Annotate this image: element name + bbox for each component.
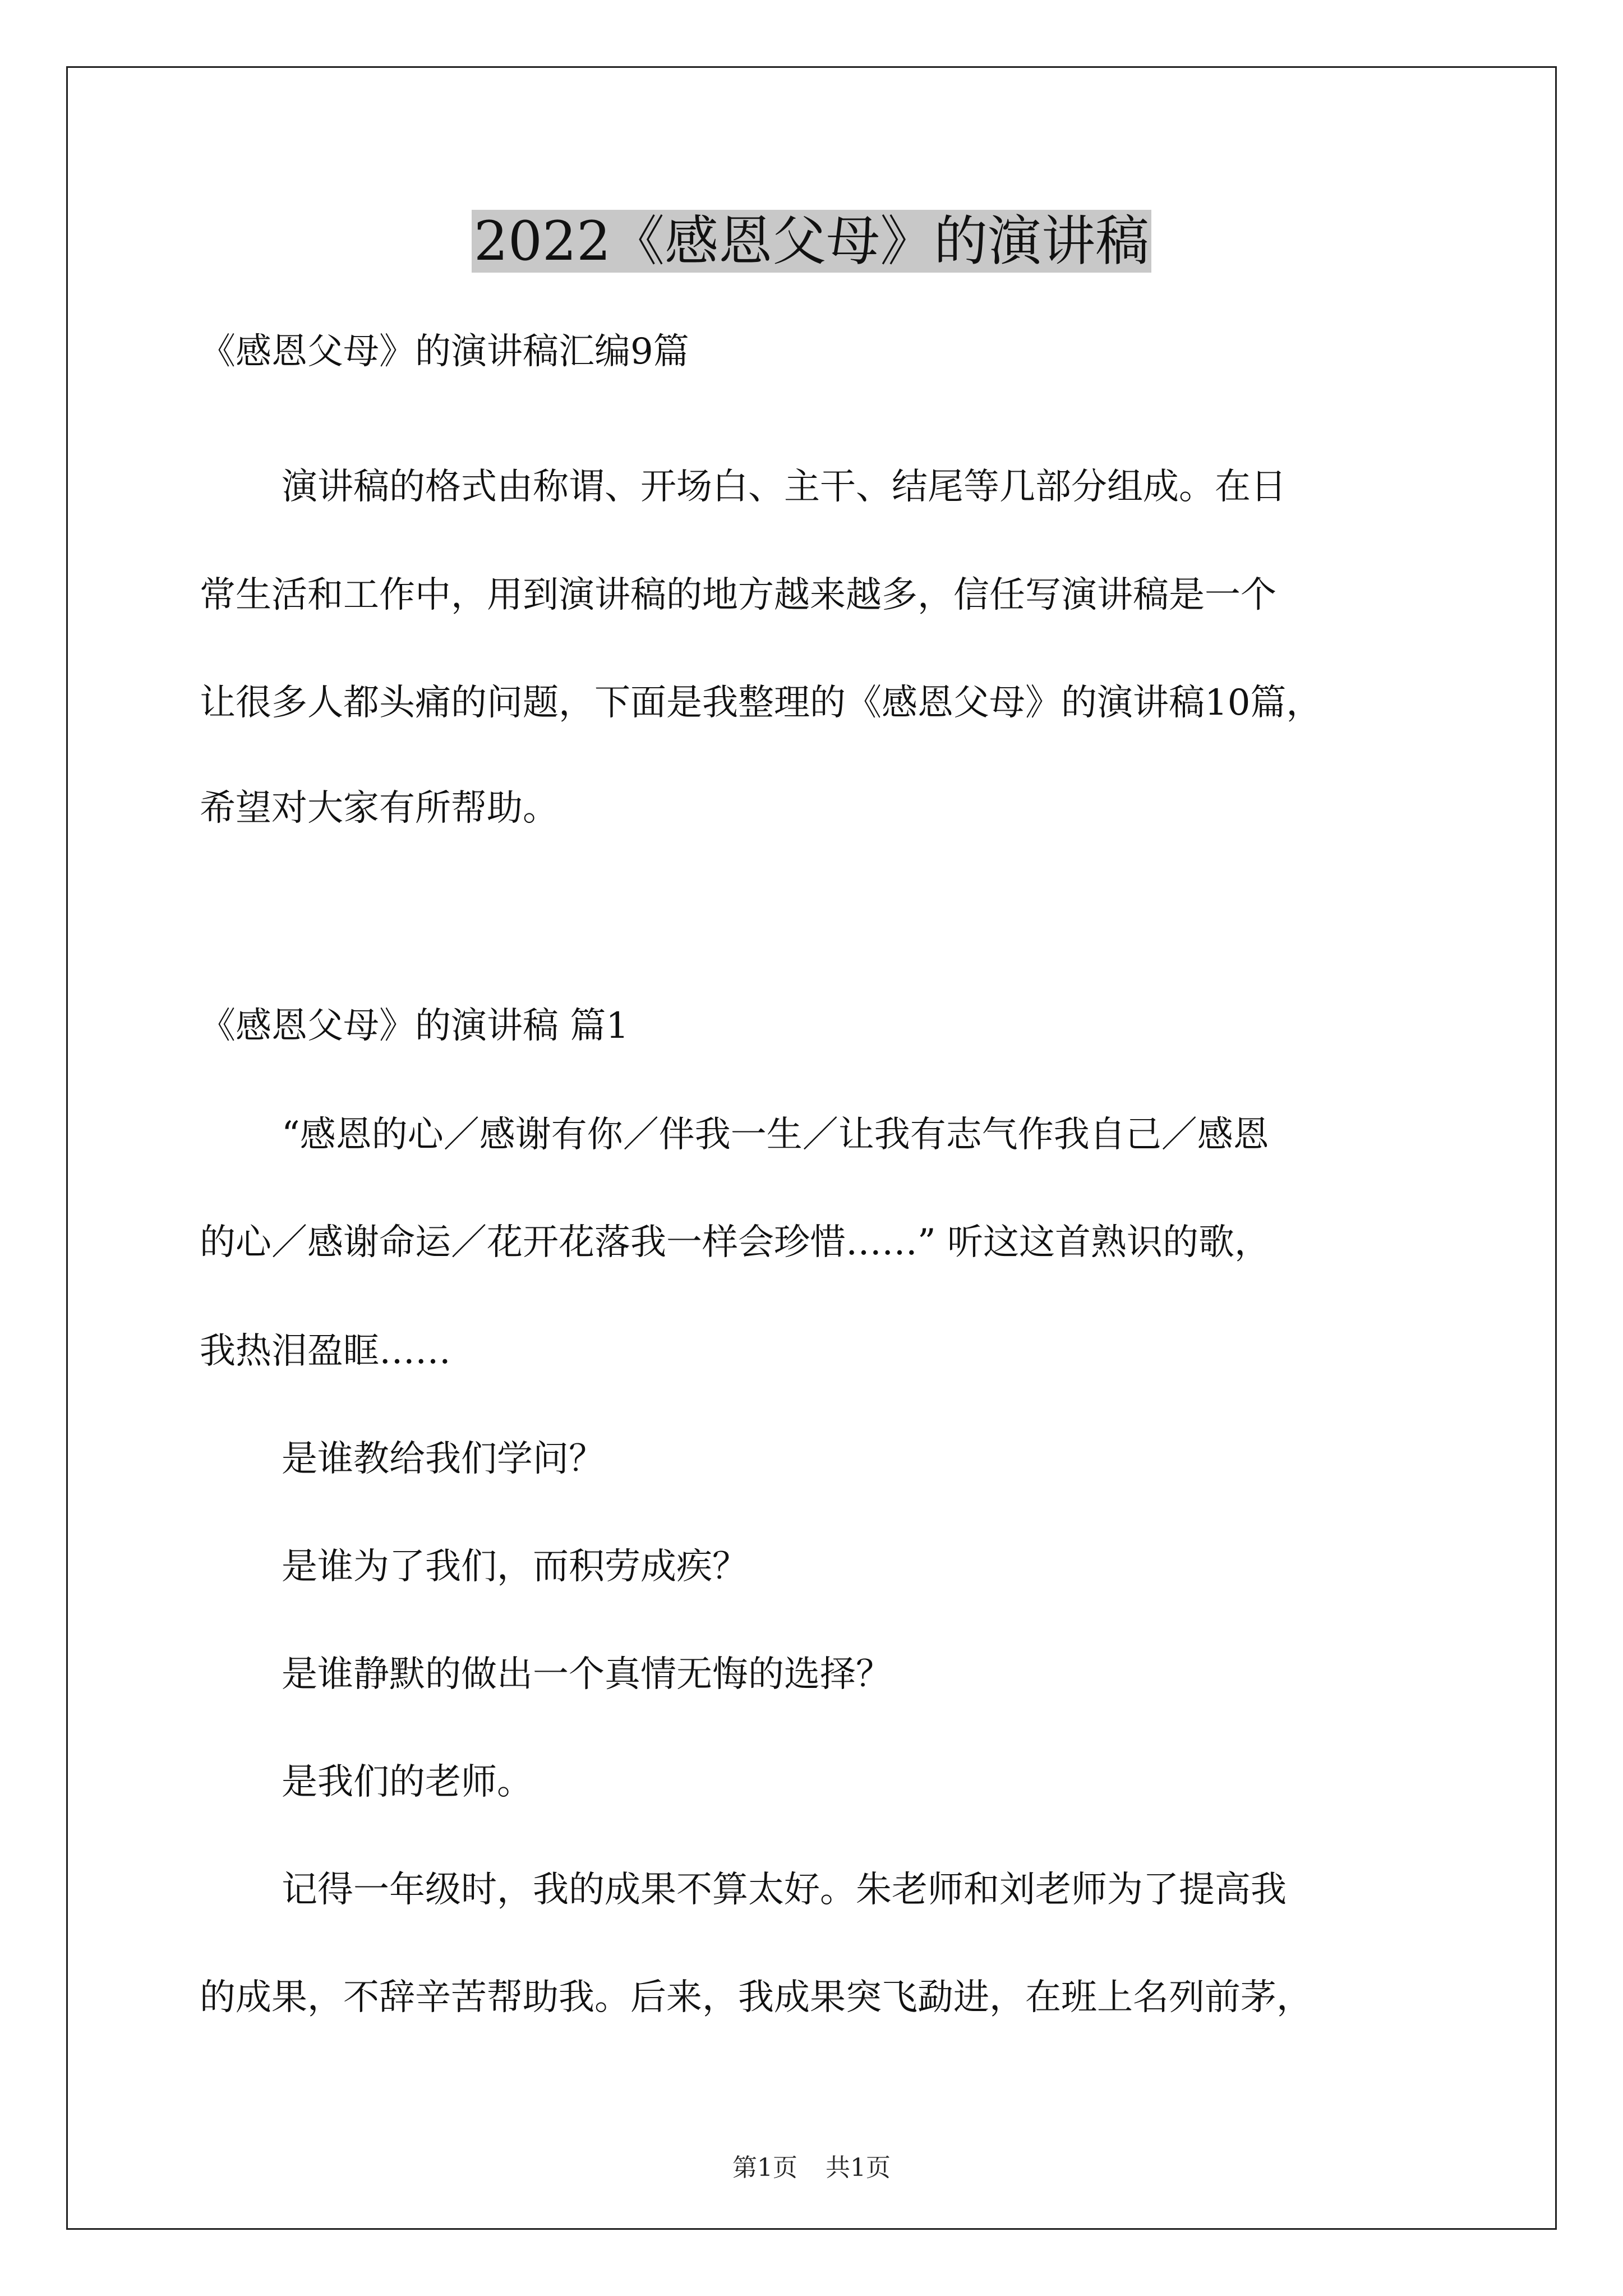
body-line-7: 是我们的老师。 xyxy=(282,1761,533,1803)
section-heading: 《感恩父母》的演讲稿 篇1 xyxy=(200,1005,629,1047)
body-line-3: 我热泪盈眶…… xyxy=(200,1331,451,1372)
intro-line-2: 常生活和工作中，用到演讲稿的地方越来越多，信任写演讲稿是一个 xyxy=(200,574,1276,616)
document-subtitle: 《感恩父母》的演讲稿汇编9篇 xyxy=(200,331,689,372)
body-line-2: 的心／感谢命运／花开花落我一样会珍惜……” 听这这首熟识的歌， xyxy=(200,1222,1271,1263)
intro-line-3: 让很多人都头痛的问题，下面是我整理的《感恩父母》的演讲稿10篇， xyxy=(200,682,1322,724)
body-line-6: 是谁静默的做出一个真情无悔的选择？ xyxy=(282,1654,892,1695)
document-title-text: 2022《感恩父母》的演讲稿 xyxy=(472,210,1151,273)
body-line-9: 的成果，不辞辛苦帮助我。后来，我成果突飞勐进，在班上名列前茅， xyxy=(200,1977,1312,2018)
page-footer xyxy=(0,2151,1623,2185)
document-title xyxy=(0,205,1623,278)
intro-line-1: 演讲稿的格式由称谓、开场白、主干、结尾等几部分组成。在日 xyxy=(282,466,1287,508)
intro-line-4: 希望对大家有所帮助。 xyxy=(200,788,559,829)
body-line-4: 是谁教给我们学问？ xyxy=(282,1438,605,1480)
page-number: 第1页 xyxy=(732,2154,797,2182)
body-line-1: “感恩的心／感谢有你／伴我一生／让我有志气作我自己／感恩 xyxy=(282,1114,1269,1156)
page-total: 共1页 xyxy=(826,2154,891,2182)
body-line-8: 记得一年级时，我的成果不算太好。朱老师和刘老师为了提高我 xyxy=(282,1869,1287,1911)
body-line-5: 是谁为了我们，而积劳成疾？ xyxy=(282,1546,748,1588)
